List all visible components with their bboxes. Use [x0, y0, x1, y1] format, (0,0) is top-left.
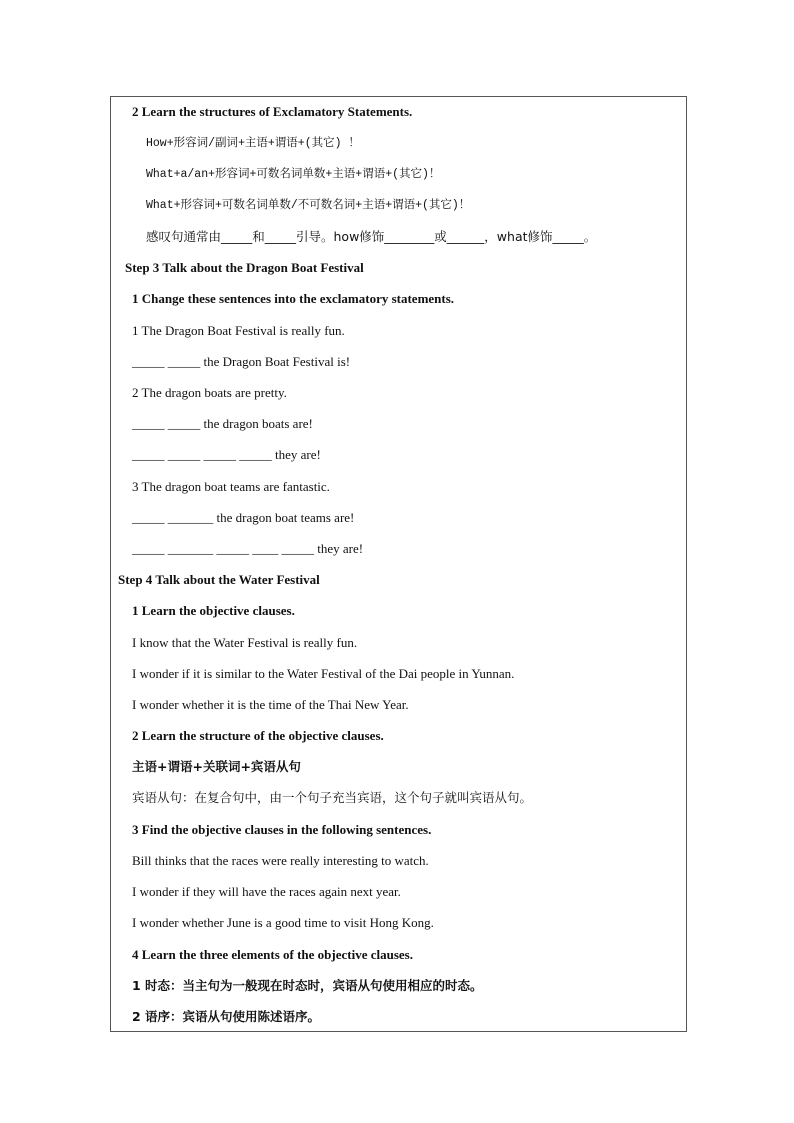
objective-clauses-heading: 1 Learn the objective clauses.: [132, 603, 295, 618]
exercise-1-instruction: 1 Change these sentences into the exclamatory statements.: [132, 291, 455, 306]
three-elements-heading: 4 Learn the three elements of the objective clauses.: [132, 947, 413, 962]
step-3-heading: Step 3 Talk about the Dragon Boat Festival: [125, 260, 364, 275]
example-sentence-2: I wonder if it is similar to the Water Festival of the Dai people in Yunnan.: [132, 666, 515, 681]
step-4-heading: Step 4 Talk about the Water Festival: [118, 572, 320, 587]
example-sentence-3: I wonder whether it is the time of the Thai New Year.: [132, 697, 409, 712]
exercise-sentence-1: 1 The Dragon Boat Festival is really fun.: [132, 323, 345, 338]
exercise-sentence-2: 2 The dragon boats are pretty.: [132, 385, 287, 400]
heading-exclamatory-structures: 2 Learn the structures of Exclamatory Statements.: [132, 104, 413, 119]
what-a-an-structure-formula: What+a/an+形容词+可数名词单数+主语+谓语+(其它)！: [146, 168, 441, 181]
find-sentence-3: I wonder whether June is a good time to visit Hong Kong.: [132, 915, 434, 930]
objective-structure-heading: 2 Learn the structure of the objective clauses.: [132, 728, 384, 743]
find-sentence-1: Bill thinks that the races were really interesting to watch.: [132, 853, 429, 868]
exercise-blank-1: _____ _____ the Dragon Boat Festival is!: [132, 354, 351, 369]
what-uncountable-structure-formula: What+形容词+可数名词单数/不可数名词+主语+谓语+(其它)！: [146, 199, 471, 212]
exercise-sentence-3: 3 The dragon boat teams are fantastic.: [132, 479, 330, 494]
element-tense-rule: 1 时态：当主句为一般现在时态时，宾语从句使用相应的时态。: [132, 978, 483, 993]
exercise-blank-2a: _____ _____ the dragon boats are!: [132, 416, 313, 431]
exercise-blank-2b: _____ _____ _____ _____ they are!: [132, 447, 321, 462]
exercise-blank-3b: _____ _______ _____ ____ _____ they are!: [132, 541, 364, 556]
find-clauses-heading: 3 Find the objective clauses in the following sentences.: [132, 822, 432, 837]
exercise-blank-3a: _____ _______ the dragon boat teams are!: [132, 510, 355, 525]
find-sentence-2: I wonder if they will have the races again next year.: [132, 884, 401, 899]
objective-structure-formula: 主语+谓语+关联词+宾语从句: [132, 759, 301, 774]
element-word-order-rule: 2 语序：宾语从句使用陈述语序。: [132, 1009, 321, 1024]
how-structure-formula: How+形容词/副词+主语+谓语+(其它) ！: [146, 137, 360, 150]
fill-in-exclamatory-rule: 感叹句通常由_____和_____引导。how修饰________或______，what修饰_____。: [146, 229, 597, 244]
objective-clause-definition: 宾语从句：在复合句中，由一个句子充当宾语，这个句子就叫宾语从句。: [132, 790, 533, 805]
example-sentence-1: I know that the Water Festival is really fun.: [132, 635, 358, 650]
